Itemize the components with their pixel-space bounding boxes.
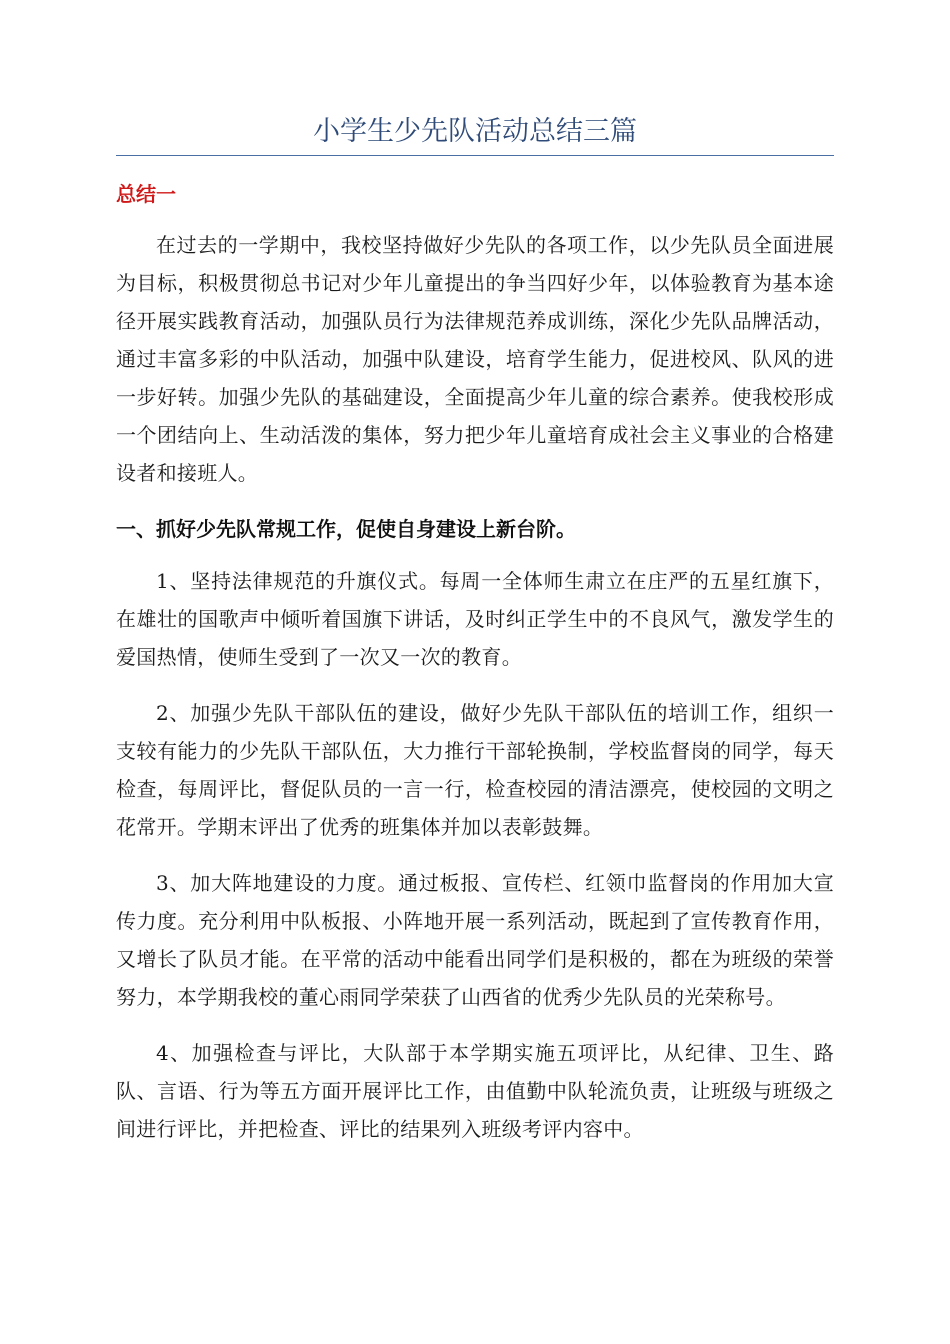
- document-page: [116, 112, 834, 1148]
- title-underline: [116, 155, 834, 156]
- section-heading: 总结一: [116, 182, 176, 206]
- intro-paragraph: 在过去的一学期中，我校坚持做好少先队的各项工作，以少先队员全面进展为目标，积极贯彻总书记对少年儿童提出的争当四好少年，以体验教育为基本途径开展实践教育活动，加强队员行为法律规范养成训练，深化少先队品牌活动，通过丰富多彩的中队活动，加强中队建设，培育学生能力，促进校风、队风的进一步好转。加强少先队的基础建设，全面提高少年儿童的综合素养。使我校形成一个团结向上、生动活泼的集体，努力把少年儿童培育成社会主义事业的合格建设者和接班人。: [116, 233, 834, 485]
- list-item-3: 3、加大阵地建设的力度。通过板报、宣传栏、红领巾监督岗的作用加大宣传力度。充分利用中队板报、小阵地开展一系列活动，既起到了宣传教育作用，又增长了队员才能。在平常的活动中能看出同学们是积极的，都在为班级的荣誉努力，本学期我校的董心雨同学荣获了山西省的优秀少先队员的光荣称号。: [116, 871, 834, 1009]
- document-title: 小学生少先队活动总结三篇: [313, 116, 637, 147]
- list-item-4: 4、加强检查与评比，大队部于本学期实施五项评比，从纪律、卫生、路队、言语、行为等五方面开展评比工作，由值勤中队轮流负责，让班级与班级之间进行评比，并把检查、评比的结果列入班级考评内容中。: [116, 1041, 834, 1141]
- list-item-2: 2、加强少先队干部队伍的建设，做好少先队干部队伍的培训工作，组织一支较有能力的少先队干部队伍，大力推行干部轮换制，学校监督岗的同学，每天检查，每周评比，督促队员的一言一行，检查校园的清洁漂亮，使校园的文明之花常开。学期末评出了优秀的班集体并加以表彰鼓舞。: [116, 701, 834, 839]
- list-item-1: 1、坚持法律规范的升旗仪式。每周一全体师生肃立在庄严的五星红旗下，在雄壮的国歌声中倾听着国旗下讲话，及时纠正学生中的不良风气，激发学生的爱国热情，使师生受到了一次又一次的教育。: [116, 569, 834, 669]
- subsection-heading: 一、抓好少先队常规工作，促使自身建设上新台阶。: [116, 517, 576, 541]
